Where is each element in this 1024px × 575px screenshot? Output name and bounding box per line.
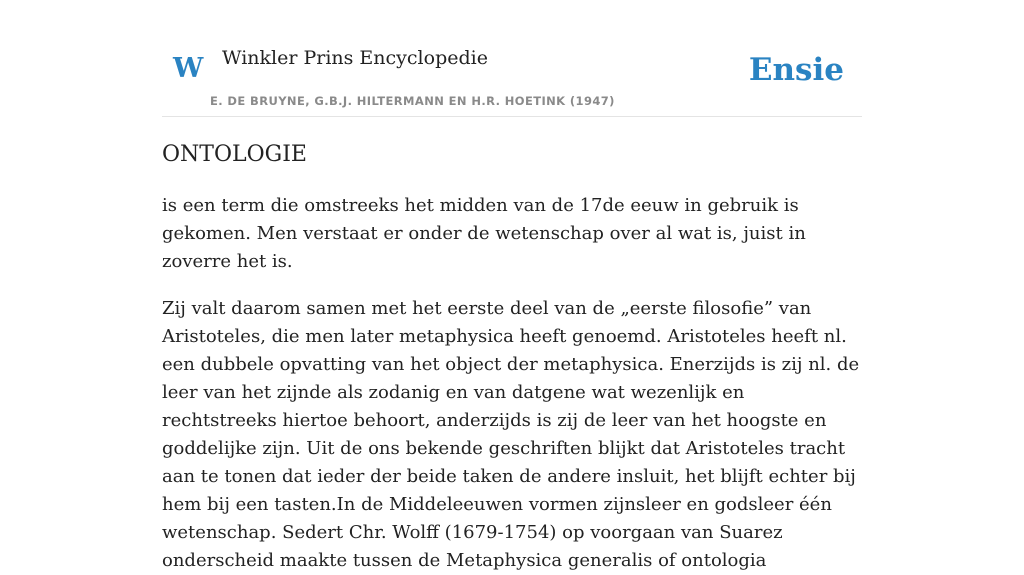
article-paragraph: Zij valt daarom samen met het eerste deel van de „eerste filosofie” van Aristoteles, die men later metaphysica heeft genoemd. Aristoteles heeft nl. een dubbele opvatting van het object der metaphysica. Enerzijds is zij nl. de leer van het zijnde als zodanig en van datgene wat wezenlijk en rechtstreeks hiertoe behoort, anderzijds is zij de leer van het hoogste en goddelijke zijn. Uit de ons bekende geschriften blijkt dat Aristoteles tracht aan te tonen dat ieder der beide taken de andere insluit, het blijft echter bij hem bij een tasten.In de Middeleeuwen vormen zijnsleer en godsleer één wetenschap. Sedert Chr. Wolff (1679-1754) op voorgaan van Suarez onderscheid maakte tussen de Metaphysica generalis of ontologia: [162, 298, 860, 571]
ensie-logo[interactable]: Ensie: [748, 52, 844, 88]
article-paragraph: is een term die omstreeks het midden van de 17de eeuw in gebruik is gekomen. Men verstaat er onder de wetenschap over al wat is, juist in zoverre het is.: [162, 195, 806, 272]
source-authors: E. DE BRUYNE, G.B.J. HILTERMANN EN H.R. HOETINK (1947): [210, 94, 615, 108]
source-title[interactable]: Winkler Prins Encyclopedie: [222, 47, 488, 69]
article-title: ONTOLOGIE: [162, 142, 307, 167]
source-header: [162, 0, 862, 117]
article: [162, 138, 862, 575]
winkler-prins-logo[interactable]: W: [173, 53, 204, 84]
